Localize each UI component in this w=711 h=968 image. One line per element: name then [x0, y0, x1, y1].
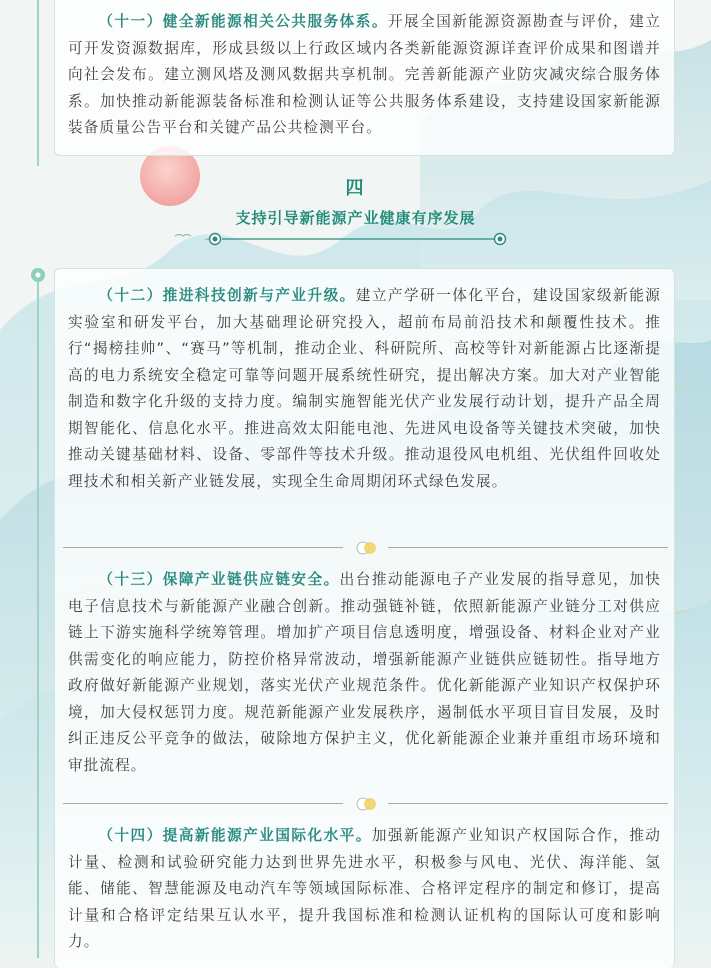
- paragraph-item-14: [68, 823, 661, 956]
- item-11-heading: （十一）健全新能源相关公共服务体系。: [98, 13, 388, 30]
- left-rail-bottom: [37, 281, 39, 958]
- teal-dot-ornament-icon: [31, 268, 45, 282]
- section-title: 支持引导新能源产业健康有序发展: [235, 209, 476, 227]
- gold-coin-divider-icon: [353, 797, 383, 811]
- paragraph-item-11: [68, 9, 661, 142]
- item-12-heading: （十二）推进科技创新与产业升级。: [98, 287, 356, 304]
- item-13-heading: （十三）保障产业链供应链安全。: [98, 571, 340, 588]
- title-rule-ornament: [208, 232, 508, 246]
- paragraph-item-13: [68, 567, 661, 779]
- section-divider-2: [63, 797, 668, 811]
- item-13-body: 出台推动能源电子产业发展的指导意见，加快电子信息技术与新能源产业融合创新。推动强链补链，依照新能源产业链分工对供应链上下游实施科学统筹管理。增加扩产项目信息透明度，增强设备、材料企业对产业供需变化的响应能力，防控价格异常波动，增强新能源产业链供应链韧性。指导地方政府做好新能源产业规划，落实光伏产业规范条件。优化新能源产业知识产权保护环境，加大侵权惩罚力度。规范新能源产业发展秩序，遏制低水平项目盲目发展，及时纠正违反公平竞争的做法，破除地方保护主义，优化新能源企业兼并重组市场环境和审批流程。: [68, 571, 661, 774]
- item-14-heading: （十四）提高新能源产业国际化水平。: [98, 827, 372, 844]
- content-card-main: [54, 268, 675, 968]
- left-rail-top: [37, 0, 39, 166]
- content-card-top: [54, 0, 675, 156]
- gold-coin-divider-icon: [353, 541, 383, 555]
- section-number: 四: [345, 178, 366, 199]
- section-divider-1: [63, 541, 668, 555]
- item-11-body: 开展全国新能源资源勘查与评价，建立可开发资源数据库，形成县级以上行政区域内各类新能源资源详查评价成果和图谱并向社会发布。建立测风塔及测风数据共享机制。完善新能源产业防灾减灾综合服务体系。加快推动新能源装备标准和检测认证等公共服务体系建设，支持建设国家新能源装备质量公告平台和关键产品公共检测平台。: [68, 13, 661, 136]
- paragraph-item-12: [68, 283, 661, 495]
- item-14-body: 加强新能源产业知识产权国际合作，推动计量、检测和试验研究能力达到世界先进水平，积极参与风电、光伏、海洋能、氢能、储能、智慧能源及电动汽车等领域国际标准、合格评定程序的制定和修订，提高计量和合格评定结果互认水平，提升我国标准和检测认证机构的国际认可度和影响力。: [68, 827, 661, 950]
- item-12-body: 建立产学研一体化平台，建设国家级新能源实验室和研发平台，加大基础理论研究投入，超前布局前沿技术和颠覆性技术。推行“揭榜挂帅”、“赛马”等机制，推动企业、科研院所、高校等针对新能源占比逐渐提高的电力系统安全稳定可靠等问题开展系统性研究，提出解决方案。加大对产业智能制造和数字化升级的支持力度。编制实施智能光伏产业发展行动计划，提升产品全周期智能化、信息化水平。推进高效太阳能电池、先进风电设备等关键技术突破，加快推动关键基础材料、设备、零部件等技术升级。推动退役风电机组、光伏组件回收处理技术和相关新产业链发展，实现全生命周期闭环式绿色发展。: [68, 287, 661, 490]
